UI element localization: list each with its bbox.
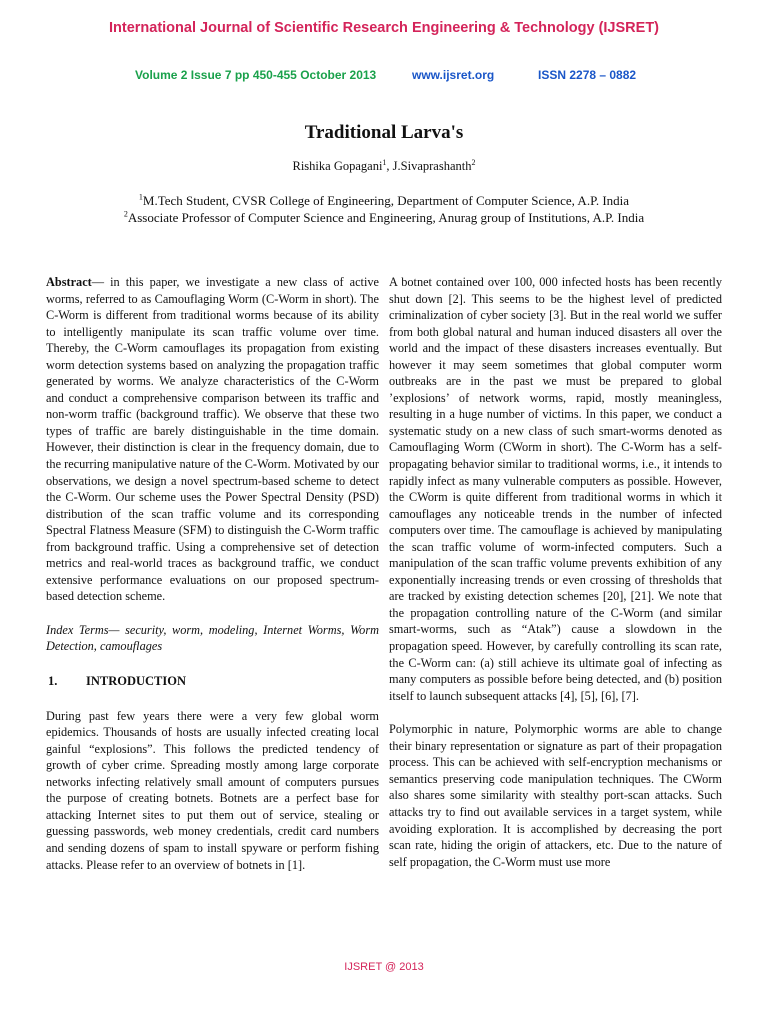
paper-title: Traditional Larva's: [304, 122, 464, 143]
left-column: [46, 274, 379, 873]
author-2-sup: 2: [471, 157, 476, 167]
index-terms: Index Terms— security, worm, modeling, Internet Worms, Worm Detection, camouflages: [46, 622, 379, 654]
section-number: 1.: [48, 674, 58, 689]
intro-paragraph-2: A botnet contained over 100, 000 infected hosts has been recently shut down [2]. This seems to be the highest level of predicted criminalization of cyber society [3]. But in the real world we suffer from both global natural and human induced disasters all over the world and the impact of these disasters increases eventually. But however it may seem sometimes that global computer worm outbreaks are in the past we must be prepared to global ’explosions’ of network worms, rapid, mostly meaningless, resulting in a huge number of victims. In this paper, we conduct a systematic study on a new class of such smart-worms denoted as Camouflaging Worm (CWorm in short). The C-Worm has a self-propagating behavior similar to traditional worms, i.e., it intends to rapidly infect as many vulnerable computers as possible. However, the CWorm is quite different from traditional worms in which it camouflages any noticeable trends in the number of infected computers over time. The camouflage is achieved by manipulating the scan traffic volume of worm-infected computers. Such a manipulation of the scan traffic volume prevents exhibition of any exponentially increasing trends or even crossing of thresholds that are tracked by existing detection schemes [20], [21]. We note that the propagation controlling nature of the C-Worm (and similar smart-worms, such as “Atak”) cause a slowdown in the propagation speed. However, by carefully controlling its scan rate, the C-Worm can: (a) still achieve its ultimate goal of infecting as many computers as possible before being detected, and (b) position itself to launch subsequent attacks [4], [5], [6], [7].: [389, 275, 722, 703]
journal-name: International Journal of Scientific Research Engineering & Technology (IJSRET): [108, 20, 660, 36]
intro-paragraph-3: Polymorphic in nature, Polymorphic worms are able to change their binary representation or signature as part of their propagation process. This can be achieved with self-encryption mechanisms or semantics preserving code manipulation techniques. The CWorm also shares some similarity with stealthy port-scan attacks. Such attacks try to find out available services in a target system, while avoiding exploration. It is accomplished by decreasing the port scan rate, hiding the origin of attackers, etc. Due to the nature of self propagation, the C-Worm must use more: [389, 722, 722, 869]
author-1-sup: 1: [382, 157, 387, 167]
author-separator: ,: [386, 159, 393, 173]
abstract-text: in this paper, we investigate a new class of active worms, referred to as Camouflaging Worm (C-Worm in short). The C-Worm is different from traditional worms because of its ability to intelligently manipulate its scan traffic volume over time. Thereby, the C-Worm camouflages its propagation from existing worm detection systems based on analyzing the propagation traffic generated by worms. We analyze characteristics of the C-Worm and conduct a comprehensive comparison between its traffic and non-worm traffic (background traffic). We observe that these two types of traffic are barely distinguishable in the time domain. However, their distinction is clear in the frequency domain, due to the recurring manipulative nature of the C-Worm. Motivated by our observations, we design a novel spectrum-based scheme to detect the C-Worm. Our scheme uses the Power Spectral Density (PSD) distribution of the scan traffic volume and its corresponding Spectral Flatness Measure (SFM) to distinguish the C-Worm traffic from background traffic. Using a comprehensive set of detection metrics and real-world traces as background traffic, we conduct extensive performance evaluations on our proposed spectrum-based detection scheme.: [46, 275, 380, 604]
page-footer: IJSRET @ 2013: [344, 961, 424, 973]
affiliation-2-sup: 2: [123, 209, 128, 219]
affiliation-1: [0, 193, 768, 209]
intro-paragraph-1: During past few years there were a very few global worm epidemics. Thousands of hosts are usually infected creating local gainful “explosions”. This follows the predicted tendency of growth of cyber crime. Spreading mostly among large corporate networks infecting relatively small amount of computers pursues the purpose of creating botnets. Botnets are a perfect base for attacking Internet sites to put them out of service, stealing or guessing passwords, web money credentials, credit card numbers and sending dozens of spam to install spyware or perform fishing attacks. Please refer to an overview of botnets in [1].: [46, 708, 379, 872]
author-list: [0, 159, 768, 174]
journal-info: [0, 68, 768, 86]
abstract: [46, 274, 379, 605]
journal-issn: ISSN 2278 – 0882: [538, 68, 637, 82]
volume-info: Volume 2 Issue 7 pp 450-455 October 2013: [135, 68, 377, 82]
affiliation-2-text: Associate Professor of Computer Science and Engineering, Anurag group of Institutions, A.P. India: [127, 210, 645, 225]
author-1: Rishika Gopagani: [292, 159, 383, 173]
affiliation-1-sup: 1: [138, 192, 143, 202]
right-column: [389, 274, 722, 870]
abstract-dash: —: [91, 275, 111, 289]
section-heading-introduction: [46, 673, 379, 690]
affiliation-2: [0, 210, 768, 226]
journal-website: www.ijsret.org: [412, 68, 495, 82]
author-2: J.Sivaprashanth: [392, 159, 472, 173]
affiliation-1-text: M.Tech Student, CVSR College of Engineering, Department of Computer Science, A.P. India: [142, 193, 630, 208]
section-title: INTRODUCTION: [86, 674, 187, 689]
abstract-label: Abstract: [46, 275, 92, 289]
